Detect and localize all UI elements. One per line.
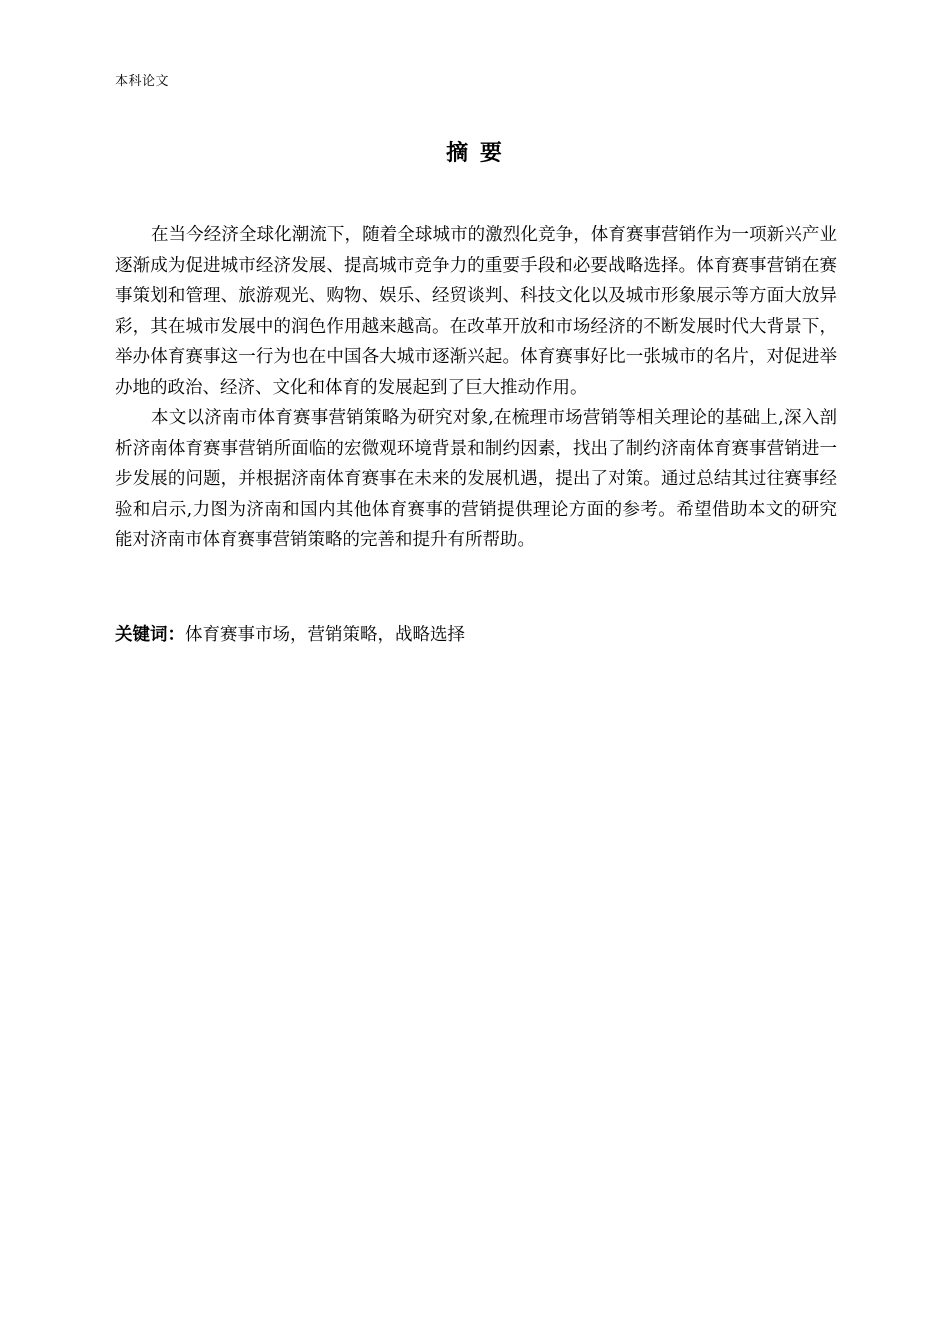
abstract-title: 摘 要 xyxy=(446,141,504,166)
keywords-label: 关键词： xyxy=(115,625,185,645)
abstract-body xyxy=(115,220,837,556)
keywords-line xyxy=(115,620,837,650)
abstract-paragraph-2: 本文以济南市体育赛事营销策略为研究对象,在梳理市场营销等相关理论的基础上,深入剖析济南体育赛事营销所面临的宏微观环境背景和制约因素，找出了制约济南体育赛事营销进一步发展的问题，并根据济南体育赛事在未来的发展机遇，提出了对策。通过总结其过往赛事经验和启示,力图为济南和国内其他体育赛事的营销提供理论方面的参考。希望借助本文的研究能对济南市体育赛事营销策略的完善和提升有所帮助。 xyxy=(115,408,837,550)
running-header: 本科论文 xyxy=(115,74,170,89)
abstract-paragraph-1: 在当今经济全球化潮流下，随着全球城市的激烈化竞争，体育赛事营销作为一项新兴产业逐渐成为促进城市经济发展、提高城市竞争力的重要手段和必要战略选择。体育赛事营销在赛事策划和管理、旅游观光、购物、娱乐、经贸谈判、科技文化以及城市形象展示等方面大放异彩，其在城市发展中的润色作用越来越高。在改革开放和市场经济的不断发展时代大背景下，举办体育赛事这一行为也在中国各大城市逐渐兴起。体育赛事好比一张城市的名片，对促进举办地的政治、经济、文化和体育的发展起到了巨大推动作用。 xyxy=(115,225,837,398)
keywords-list: 体育赛事市场，营销策略，战略选择 xyxy=(185,625,465,645)
